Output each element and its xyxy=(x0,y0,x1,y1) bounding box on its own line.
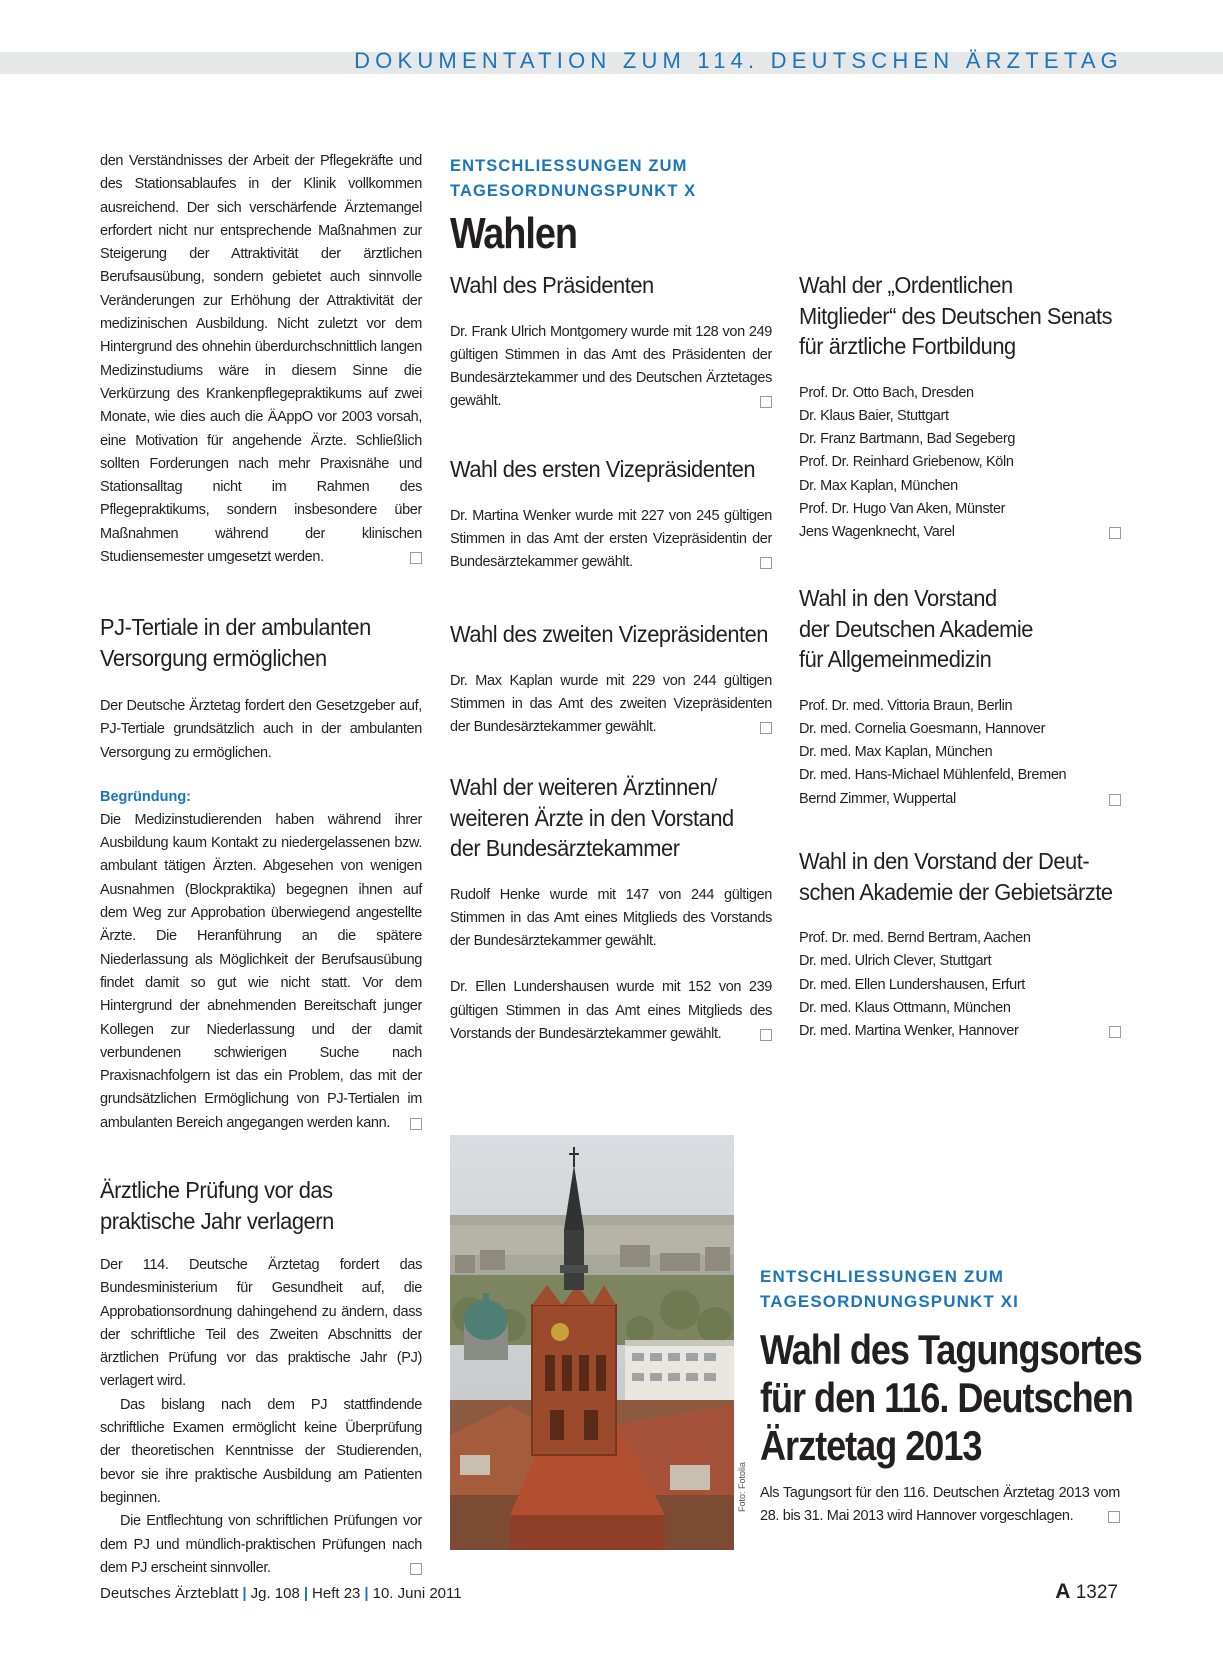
end-mark-icon xyxy=(410,1118,422,1130)
list-item: Dr. Klaus Baier, Stuttgart xyxy=(799,407,949,424)
page-number-value: 1327 xyxy=(1075,1582,1118,1603)
vize2-paragraph: Dr. Max Kaplan wurde mit 229 von 244 gültigen Stimmen in das Amt des zweiten Vizepräsidenten der Bundesärztekammer gewählt. xyxy=(450,672,772,736)
list-item-last: Bernd Zimmer, Wuppertal xyxy=(799,788,1121,811)
end-mark-icon xyxy=(410,1563,422,1575)
section-title: DOKUMENTATION ZUM 114. DEUTSCHEN ÄRZTETAG xyxy=(354,48,1123,73)
list-item-last: Dr. med. Martina Wenker, Hannover xyxy=(799,1020,1121,1043)
list-item: Prof. Dr. Reinhard Griebenow, Köln xyxy=(799,454,1014,471)
wahlen-kicker: ENTSCHLIESSUNGEN ZUM TAGESORDNUNGSPUNKT X xyxy=(450,157,697,200)
weitere-heading-line-3: der Bundesärztekammer xyxy=(450,835,680,861)
issue-date: 10. Juni 2011 xyxy=(372,1585,462,1602)
weitere-heading-line-1: Wahl der weiteren Ärztinnen/ xyxy=(450,774,717,800)
pj-heading-line-2: Versorgung ermöglichen xyxy=(100,644,327,671)
pruefung-section xyxy=(100,1175,422,1580)
photo-credit: Foto: Fotolia xyxy=(737,1461,747,1512)
weitere-heading-line-2: weiteren Ärzte in den Vorstand xyxy=(450,804,734,831)
list-item-last: Jens Wagenknecht, Varel xyxy=(799,521,1121,544)
pj-heading-line-1: PJ-Tertiale in der ambulanten xyxy=(100,614,371,640)
begruendung-paragraph: Die Medizinstudierenden haben während ihrer Ausbildung kaum Kontakt zu niedergelassenen bzw. ambulant tätigen Ärzten. Abgesehen von wenigen Ausnahmen (Blockpraktika) begegnen ihnen auf dem Weg zur Approbation überwiegend angestellte Ärzte. Die Heranführung an die spätere Niederlassung als Möglichkeit der Berufsausübung findet damit so gut wie nicht statt. Vor dem Hintergrund der abnehmenden Bereitschaft junger Kollegen zur Niederlassung und der damit verbundenen schwierigen Suche nach Praxisnachfolgern ist das ein Problem, das mit der grundsätzlichen Ermöglichung von PJ-Tertialen im ambulanten Bereich angegangen werden kann. xyxy=(100,811,422,1131)
pruefung-paragraph-1: Der 114. Deutsche Ärztetag fordert das Bundesministerium für Gesundheit auf, die Approbationsordnung dahingehend zu ändern, dass der schriftliche Teil des Zweiten Abschnitts der ärztlichen Prüfung vor das praktische Jahr (PJ) verlagert wird. xyxy=(100,1257,422,1390)
allgemein-list xyxy=(799,695,1121,811)
tagungsort-title-line-1: Wahl des Tagungsortes xyxy=(760,1326,1142,1373)
senat-list xyxy=(799,382,1121,545)
praesident-heading: Wahl des Präsidenten xyxy=(450,272,654,298)
pruefung-text xyxy=(100,1254,422,1580)
end-mark-icon xyxy=(1109,527,1121,539)
pruefung-paragraph-2: Das bislang nach dem PJ stattfindende schriftliche Examen ermöglicht keine Überprüfung der theoretischen Kenntnisse der Studierenden, bevor sie ihre praktische Ausbildung am Patienten beginnen. xyxy=(100,1396,422,1506)
vize1-section xyxy=(450,454,772,574)
end-mark-icon xyxy=(760,722,772,734)
weitere-section xyxy=(450,772,772,1046)
pruefung-paragraph-3: Die Entflechtung von schriftlichen Prüfungen vor dem PJ und mündlich-praktischen Prüfungen nach dem PJ erscheint sinnvoller. xyxy=(100,1513,422,1576)
end-mark-icon xyxy=(760,1029,772,1041)
heft: Heft 23 xyxy=(312,1585,361,1602)
list-item: Prof. Dr. med. Bernd Bertram, Aachen xyxy=(799,930,1031,946)
vize2-heading: Wahl des zweiten Vizepräsidenten xyxy=(450,621,769,647)
gebiet-heading-line-1: Wahl in den Vorstand der Deut- xyxy=(799,848,1090,874)
end-mark-icon xyxy=(760,557,772,569)
list-item: Dr. med. Hans-Michael Mühlenfeld, Bremen xyxy=(799,767,1067,784)
separator-icon: | xyxy=(303,1585,309,1602)
gebiet-heading-line-2: schen Akademie der Gebietsärzte xyxy=(799,878,1113,905)
list-item: Prof. Dr. med. Vittoria Braun, Berlin xyxy=(799,697,1013,714)
weitere-paragraph-2: Dr. Ellen Lundershausen wurde mit 152 von 239 gültigen Stimmen in das Amt eines Mitglieds des Vorstands der Bundesärztekammer gewählt. xyxy=(450,979,772,1042)
church-photo xyxy=(450,1135,734,1550)
page-prefix: A xyxy=(1055,1580,1071,1603)
list-item: Dr. med. Ellen Lundershausen, Erfurt xyxy=(799,976,1025,993)
church-illustration xyxy=(450,1135,734,1550)
allgemein-heading-line-1: Wahl in den Vorstand xyxy=(799,585,997,611)
senat-heading-line-2: Mitglieder“ des Deutschen Senats xyxy=(799,302,1113,329)
list-item: Dr. Max Kaplan, München xyxy=(799,477,958,494)
tagungsort-kicker-line-2: TAGESORDNUNGSPUNKT XI xyxy=(760,1292,1019,1311)
tagungsort-kicker-line-1: ENTSCHLIESSUNGEN ZUM xyxy=(760,1267,1004,1286)
intro-paragraph: den Verständnisses der Arbeit der Pflegekräfte und des Stationsablaufes in der Klinik vollkommen ausreichend. Der sich verschärfende Ärztemangel erfordert nicht nur entsprechende Maßnahmen zur Steigerung der Attraktivität der ärztlichen Berufsausübung, sondern gebietet auch sinnvolle Veränderungen zur Erhöhung der Attraktivität der medizinischen Ausbildung. Nicht zuletzt vor dem Hintergrund des ohnehin überdurchschnittlich langen Medizinstudiums wäre in diesem Sinne die Verkürzung des Krankenpflegepraktikums auf zwei Monate, wie dies auch die ÄAppO vor 2003 vorsah, eine Motivation für angehende Ärzte. Schließlich sollten Forderungen nach mehr Praxisnähe und Stationsalltag nicht im Rahmen des Pflegepraktikums, sondern insbesondere über Maßnahmen während der klinischen Studiensemester umgesetzt werden. xyxy=(100,153,422,566)
allgemein-heading-line-2: der Deutschen Akademie xyxy=(799,615,1033,642)
wahlen-section xyxy=(450,154,772,262)
senat-section xyxy=(799,270,1121,545)
separator-icon: | xyxy=(242,1585,247,1602)
left-column xyxy=(100,150,422,569)
praesident-section xyxy=(450,270,772,414)
senat-heading-line-1: Wahl der „Ordentlichen xyxy=(799,272,1013,298)
praesident-paragraph: Dr. Frank Ulrich Montgomery wurde mit 128 von 249 gültigen Stimmen in das Amt des Präsidenten der Bundesärztekammer und des Deutschen Ärztetages gewählt. xyxy=(450,323,772,410)
end-mark-icon xyxy=(1108,1511,1120,1523)
pruefung-heading-line-1: Ärztliche Prüfung vor das xyxy=(100,1177,333,1203)
vize1-paragraph: Dr. Martina Wenker wurde mit 227 von 245 gültigen Stimmen in das Amt der ersten Vizepräsidentin der Bundesärztekammer gewählt. xyxy=(450,507,772,571)
list-item: Prof. Dr. Hugo Van Aken, Münster xyxy=(799,500,1006,517)
tagungsort-title-line-3: Ärztetag 2013 xyxy=(760,1422,982,1469)
list-item: Dr. Franz Bartmann, Bad Segeberg xyxy=(799,431,1016,448)
allgemein-section xyxy=(799,583,1121,811)
vize1-heading: Wahl des ersten Vizepräsidenten xyxy=(450,456,756,482)
allgemein-heading-line-3: für Allgemeinmedizin xyxy=(799,646,992,672)
pj-section xyxy=(100,612,422,1135)
wahlen-title: Wahlen xyxy=(450,209,577,258)
list-item: Dr. med. Ulrich Clever, Stuttgart xyxy=(799,953,992,970)
journal-name: Deutsches Ärzteblatt xyxy=(100,1585,239,1602)
page-number xyxy=(1055,1580,1118,1604)
end-mark-icon xyxy=(410,552,422,564)
footer xyxy=(100,1585,462,1602)
separator-icon: | xyxy=(364,1585,369,1602)
list-item: Dr. med. Max Kaplan, München xyxy=(799,744,993,761)
weitere-paragraph-1: Rudolf Henke wurde mit 147 von 244 gültigen Stimmen in das Amt eines Mitglieds des Vorstands der Bundesärztekammer gewählt. xyxy=(450,886,772,950)
end-mark-icon xyxy=(1109,1026,1121,1038)
list-item: Dr. med. Klaus Ottmann, München xyxy=(799,999,1011,1016)
end-mark-icon xyxy=(1109,794,1121,806)
vize2-section xyxy=(450,619,772,739)
tagungsort-section xyxy=(760,1264,1142,1529)
tagungsort-paragraph: Als Tagungsort für den 116. Deutschen Ärztetag 2013 vom 28. bis 31. Mai 2013 wird Hannover vorgeschlagen. xyxy=(760,1485,1120,1525)
pj-paragraph: Der Deutsche Ärztetag fordert den Gesetzgeber auf, PJ-Tertiale grundsätzlich auch in der ambulanten Versorgung zu ermöglichen. xyxy=(100,698,422,761)
list-item: Prof. Dr. Otto Bach, Dresden xyxy=(799,384,974,401)
begruendung-label: Begründung: xyxy=(100,788,192,805)
tagungsort-title-line-2: für den 116. Deutschen xyxy=(760,1374,1133,1421)
jahrgang: Jg. 108 xyxy=(250,1585,300,1602)
pruefung-heading-line-2: praktische Jahr verlagern xyxy=(100,1207,334,1234)
senat-heading-line-3: für ärztliche Fortbildung xyxy=(799,333,1016,359)
gebiet-list xyxy=(799,927,1121,1043)
list-item: Dr. med. Cornelia Goesmann, Hannover xyxy=(799,720,1046,737)
gebiet-section xyxy=(799,846,1121,1043)
tagungsort-title xyxy=(760,1326,1142,1470)
end-mark-icon xyxy=(760,396,772,408)
